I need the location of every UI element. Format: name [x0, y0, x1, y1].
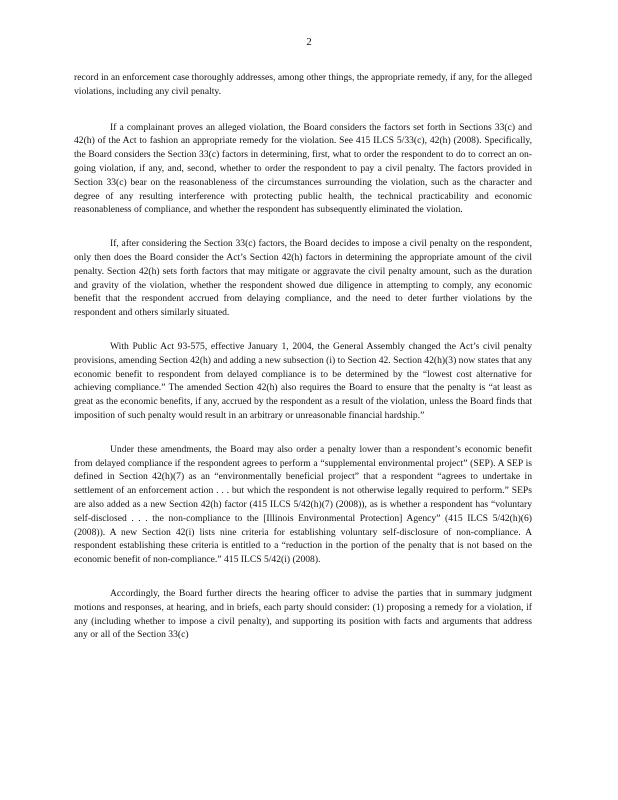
paragraph-civil-penalty: If, after considering the Section 33(c) factors, the Board decides to impose a civil penalty on the respondent, only then does the Board consider the Act’s Section 42(h) factors in determining the appropriate amount of the civil penalty. Section 42(h) sets forth factors that may mitigate or aggravate the civil penalty amount, such as the duration and gravity of the violation, whether the respondent showed due diligence in attempting to comply, any economic benefit that the respondent accrued from delaying compliance, and the need to deter further violations by the respondent and others similarly situated. [74, 238, 532, 319]
paragraph-remedy-factors: If a complainant proves an alleged violation, the Board considers the factors set forth in Sections 33(c) and 42(h) of the Act to fashion an appropriate remedy for the violation. See 415 ILCS 5/33(c), 42(h) (2008). Specifically, the Board considers the Section 33(c) factors in determining, first, what to order the respondent to do to correct an on-going violation, if any, and, second, whether to order the respondent to pay a civil penalty. The factors provided in Section 33(c) bear on the reasonableness of the circumstances surrounding the violation, such as the character and degree of any resulting interference with protecting public health, the technical practicability and economic reasonableness of compliance, and whether the respondent has subsequently eliminated the violation. [74, 121, 532, 216]
paragraph-directions: Accordingly, the Board further directs the hearing officer to advise the parties that in summary judgment motions and responses, at hearing, and in briefs, each party should consider: (1) proposing a remedy for a violation, if any (including whether to impose a civil penalty), and supporting its position with facts and arguments that address any or all of the Section 33(c) [74, 587, 532, 641]
paragraph-continued: record in an enforcement case thoroughly addresses, among other things, the appropriate remedy, if any, for the alleged violations, including any civil penalty. [74, 72, 532, 97]
document-body [74, 71, 532, 662]
paragraph-sep: Under these amendments, the Board may also order a penalty lower than a respondent’s economic benefit from delayed compliance if the respondent agrees to perform a “supplemental environmental project” (SEP). A SEP is defined in Section 42(h)(7) as an “environmentally beneficial project” that a respondent “agrees to undertake in settlement of an enforcement action . . . but which the respondent is not otherwise legally required to perform.” SEPs are also added as a new Section 42(h) factor (415 ILCS 5/42(h)(7) (2008)), as is whether a respondent has “voluntary self-disclosed . . . the non-compliance to the [Illinois Environmental Protection] Agency” (415 ILCS 5/42(h)(6) (2008)). A new Section 42(i) lists nine criteria for establishing voluntary self-disclosure of non-compliance. A respondent establishing these criteria is entitled to a “reduction in the portion of the penalty that is not based on the economic benefit of non-compliance.” 415 ILCS 5/42(i) (2008). [74, 443, 532, 566]
page-number: 2 [306, 36, 312, 48]
paragraph-public-act: With Public Act 93-575, effective January 1, 2004, the General Assembly changed the Act’s civil penalty provisions, amending Section 42(h) and adding a new subsection (i) to Section 42. Section 42(h)(3) now states that any economic benefit to respondent from delayed compliance is to be determined by the “lowest cost alternative for achieving compliance.” The amended Section 42(h) also requires the Board to ensure that the penalty is “at least as great as the economic benefits, if any, accrued by the respondent as a result of the violation, unless the Board finds that imposition of such penalty would result in an arbitrary or unreasonable financial hardship.” [74, 340, 532, 421]
